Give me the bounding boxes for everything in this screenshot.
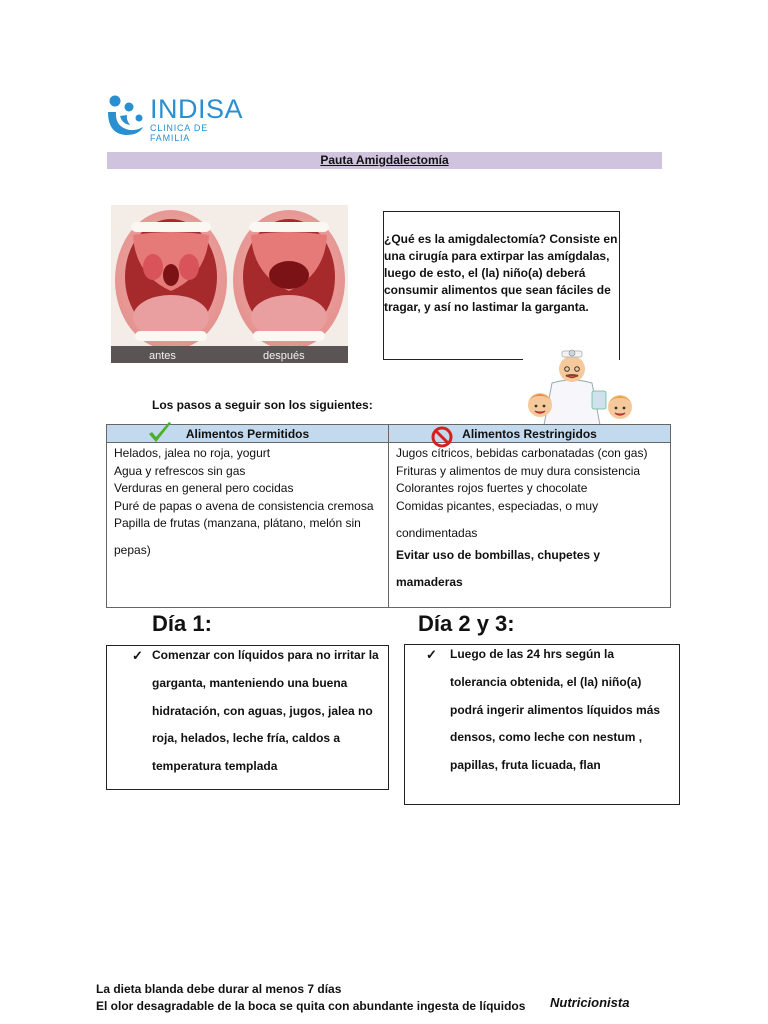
restricted-item: Frituras y alimentos de muy dura consistencia bbox=[396, 463, 641, 478]
allowed-item: Papilla de frutas (manzana, plátano, melón sin pepas) bbox=[114, 516, 361, 557]
day1-box bbox=[106, 645, 389, 790]
before-label: antes bbox=[149, 350, 176, 362]
day1-title: Día 1: bbox=[152, 611, 212, 636]
prohibited-icon bbox=[431, 426, 453, 448]
allowed-item: Helados, jalea no roja, yogurt bbox=[114, 446, 271, 460]
brand-subtitle: CLINICA DE FAMILIA bbox=[150, 123, 209, 143]
photo-caption-bar bbox=[111, 346, 348, 363]
checkmark-bullet-icon: ✓ bbox=[132, 648, 143, 663]
mouth-illustration bbox=[111, 205, 348, 363]
restricted-item: Evitar uso de bombillas, chupetes y mamaderas bbox=[396, 547, 601, 589]
restricted-column bbox=[389, 425, 670, 607]
family-logo-icon bbox=[106, 94, 146, 138]
after-label: después bbox=[263, 350, 305, 362]
day1-text: Comenzar con líquidos para no irritar la garganta, manteniendo una buena hidratación, con aguas, jugos, jalea no roja, helados, leche fría, caldos a temperatura templada bbox=[152, 648, 379, 774]
day23-box bbox=[404, 644, 680, 805]
tonsils-before-after-image bbox=[111, 205, 348, 363]
document-title: Pauta Amigdalectomía bbox=[320, 153, 449, 167]
info-box bbox=[383, 211, 620, 360]
restricted-header-label: Alimentos Restringidos bbox=[462, 427, 597, 441]
checkmark-bullet-icon: ✓ bbox=[426, 647, 437, 662]
allowed-item: Puré de papas o avena de consistencia cremosa bbox=[114, 498, 374, 513]
allowed-header bbox=[107, 425, 388, 443]
indisa-logo bbox=[106, 94, 244, 143]
food-table bbox=[106, 424, 671, 608]
restricted-list bbox=[389, 443, 670, 596]
allowed-header-label: Alimentos Permitidos bbox=[185, 427, 310, 441]
allowed-list bbox=[107, 443, 388, 564]
allowed-column bbox=[107, 425, 389, 607]
day23-text: Luego de las 24 hrs según la tolerancia obtenida, el (la) niño(a) podrá ingerir alimentos líquidos más densos, como leche con nestum , papillas, fruta licuada, flan bbox=[450, 647, 661, 773]
allowed-item: Agua y refrescos sin gas bbox=[114, 463, 246, 478]
brand-name: INDISA bbox=[150, 94, 244, 124]
document-title-bar bbox=[107, 152, 662, 169]
allowed-item: Verduras en general pero cocidas bbox=[114, 481, 294, 495]
info-text: ¿Qué es la amigdalectomía? Consiste en una cirugía para extirpar las amígdalas, luego de esto, el (la) niño(a) deberá consumir alimentos que sean fáciles de tragar, y así no lastimar la garganta. bbox=[384, 232, 618, 314]
green-check-icon bbox=[147, 421, 173, 445]
doctor-kids-illustration bbox=[522, 343, 640, 425]
footer-line-1: La dieta blanda debe durar al menos 7 días bbox=[96, 982, 342, 996]
steps-intro: Los pasos a seguir son los siguientes: bbox=[152, 398, 373, 412]
restricted-item: Colorantes rojos fuertes y chocolate bbox=[396, 481, 588, 495]
restricted-item: Jugos cítricos, bebidas carbonatadas (con gas) bbox=[396, 446, 648, 460]
day23-title: Día 2 y 3: bbox=[418, 611, 515, 636]
restricted-item: Comidas picantes, especiadas, o muy condimentadas bbox=[396, 498, 599, 540]
footer-signature: Nutricionista bbox=[550, 995, 630, 1010]
footer-line-2: El olor desagradable de la boca se quita con abundante ingesta de líquidos bbox=[96, 999, 526, 1013]
doctor-icon bbox=[522, 343, 640, 425]
restricted-header bbox=[389, 425, 670, 443]
